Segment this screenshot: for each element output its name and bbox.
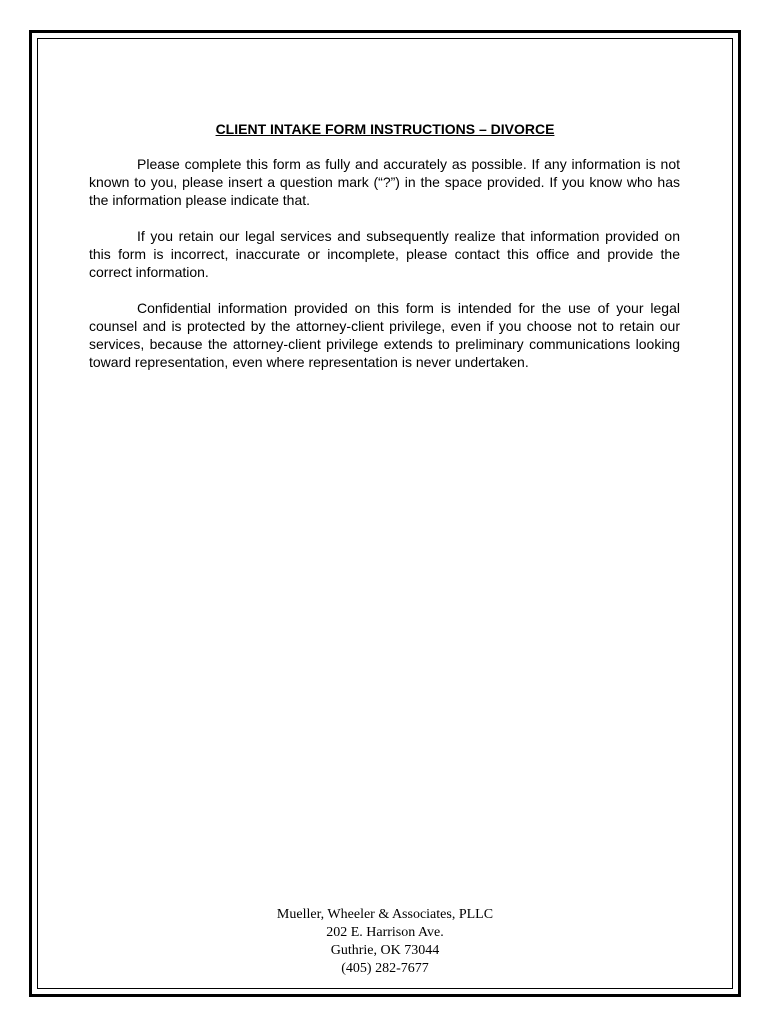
firm-address-block <box>0 906 770 978</box>
firm-name: Mueller, Wheeler & Associates, PLLC <box>276 907 494 922</box>
firm-street: 202 E. Harrison Ave. <box>326 925 444 940</box>
firm-city-state-zip: Guthrie, OK 73044 <box>330 943 440 958</box>
instructions-paragraph-1: Please complete this form as fully and accurately as possible. If any information is not known to you, please insert a question mark (“?”) in the space provided. If you know who has the information please indicate that. <box>89 156 680 208</box>
firm-phone: (405) 282-7677 <box>341 961 429 976</box>
instructions-paragraph-2: If you retain our legal services and subsequently realize that information provided on this form is incorrect, inaccurate or incomplete, please contact this office and provide the correct information. <box>89 228 680 280</box>
confidentiality-paragraph: Confidential information provided on this form is intended for the use of your legal counsel and is protected by the attorney-client privilege, even if you choose not to retain our services, because the attorney-client privilege extends to preliminary communications looking toward representation, even where representation is never undertaken. <box>89 300 680 370</box>
document-title: CLIENT INTAKE FORM INSTRUCTIONS – DIVORCE <box>215 121 555 137</box>
